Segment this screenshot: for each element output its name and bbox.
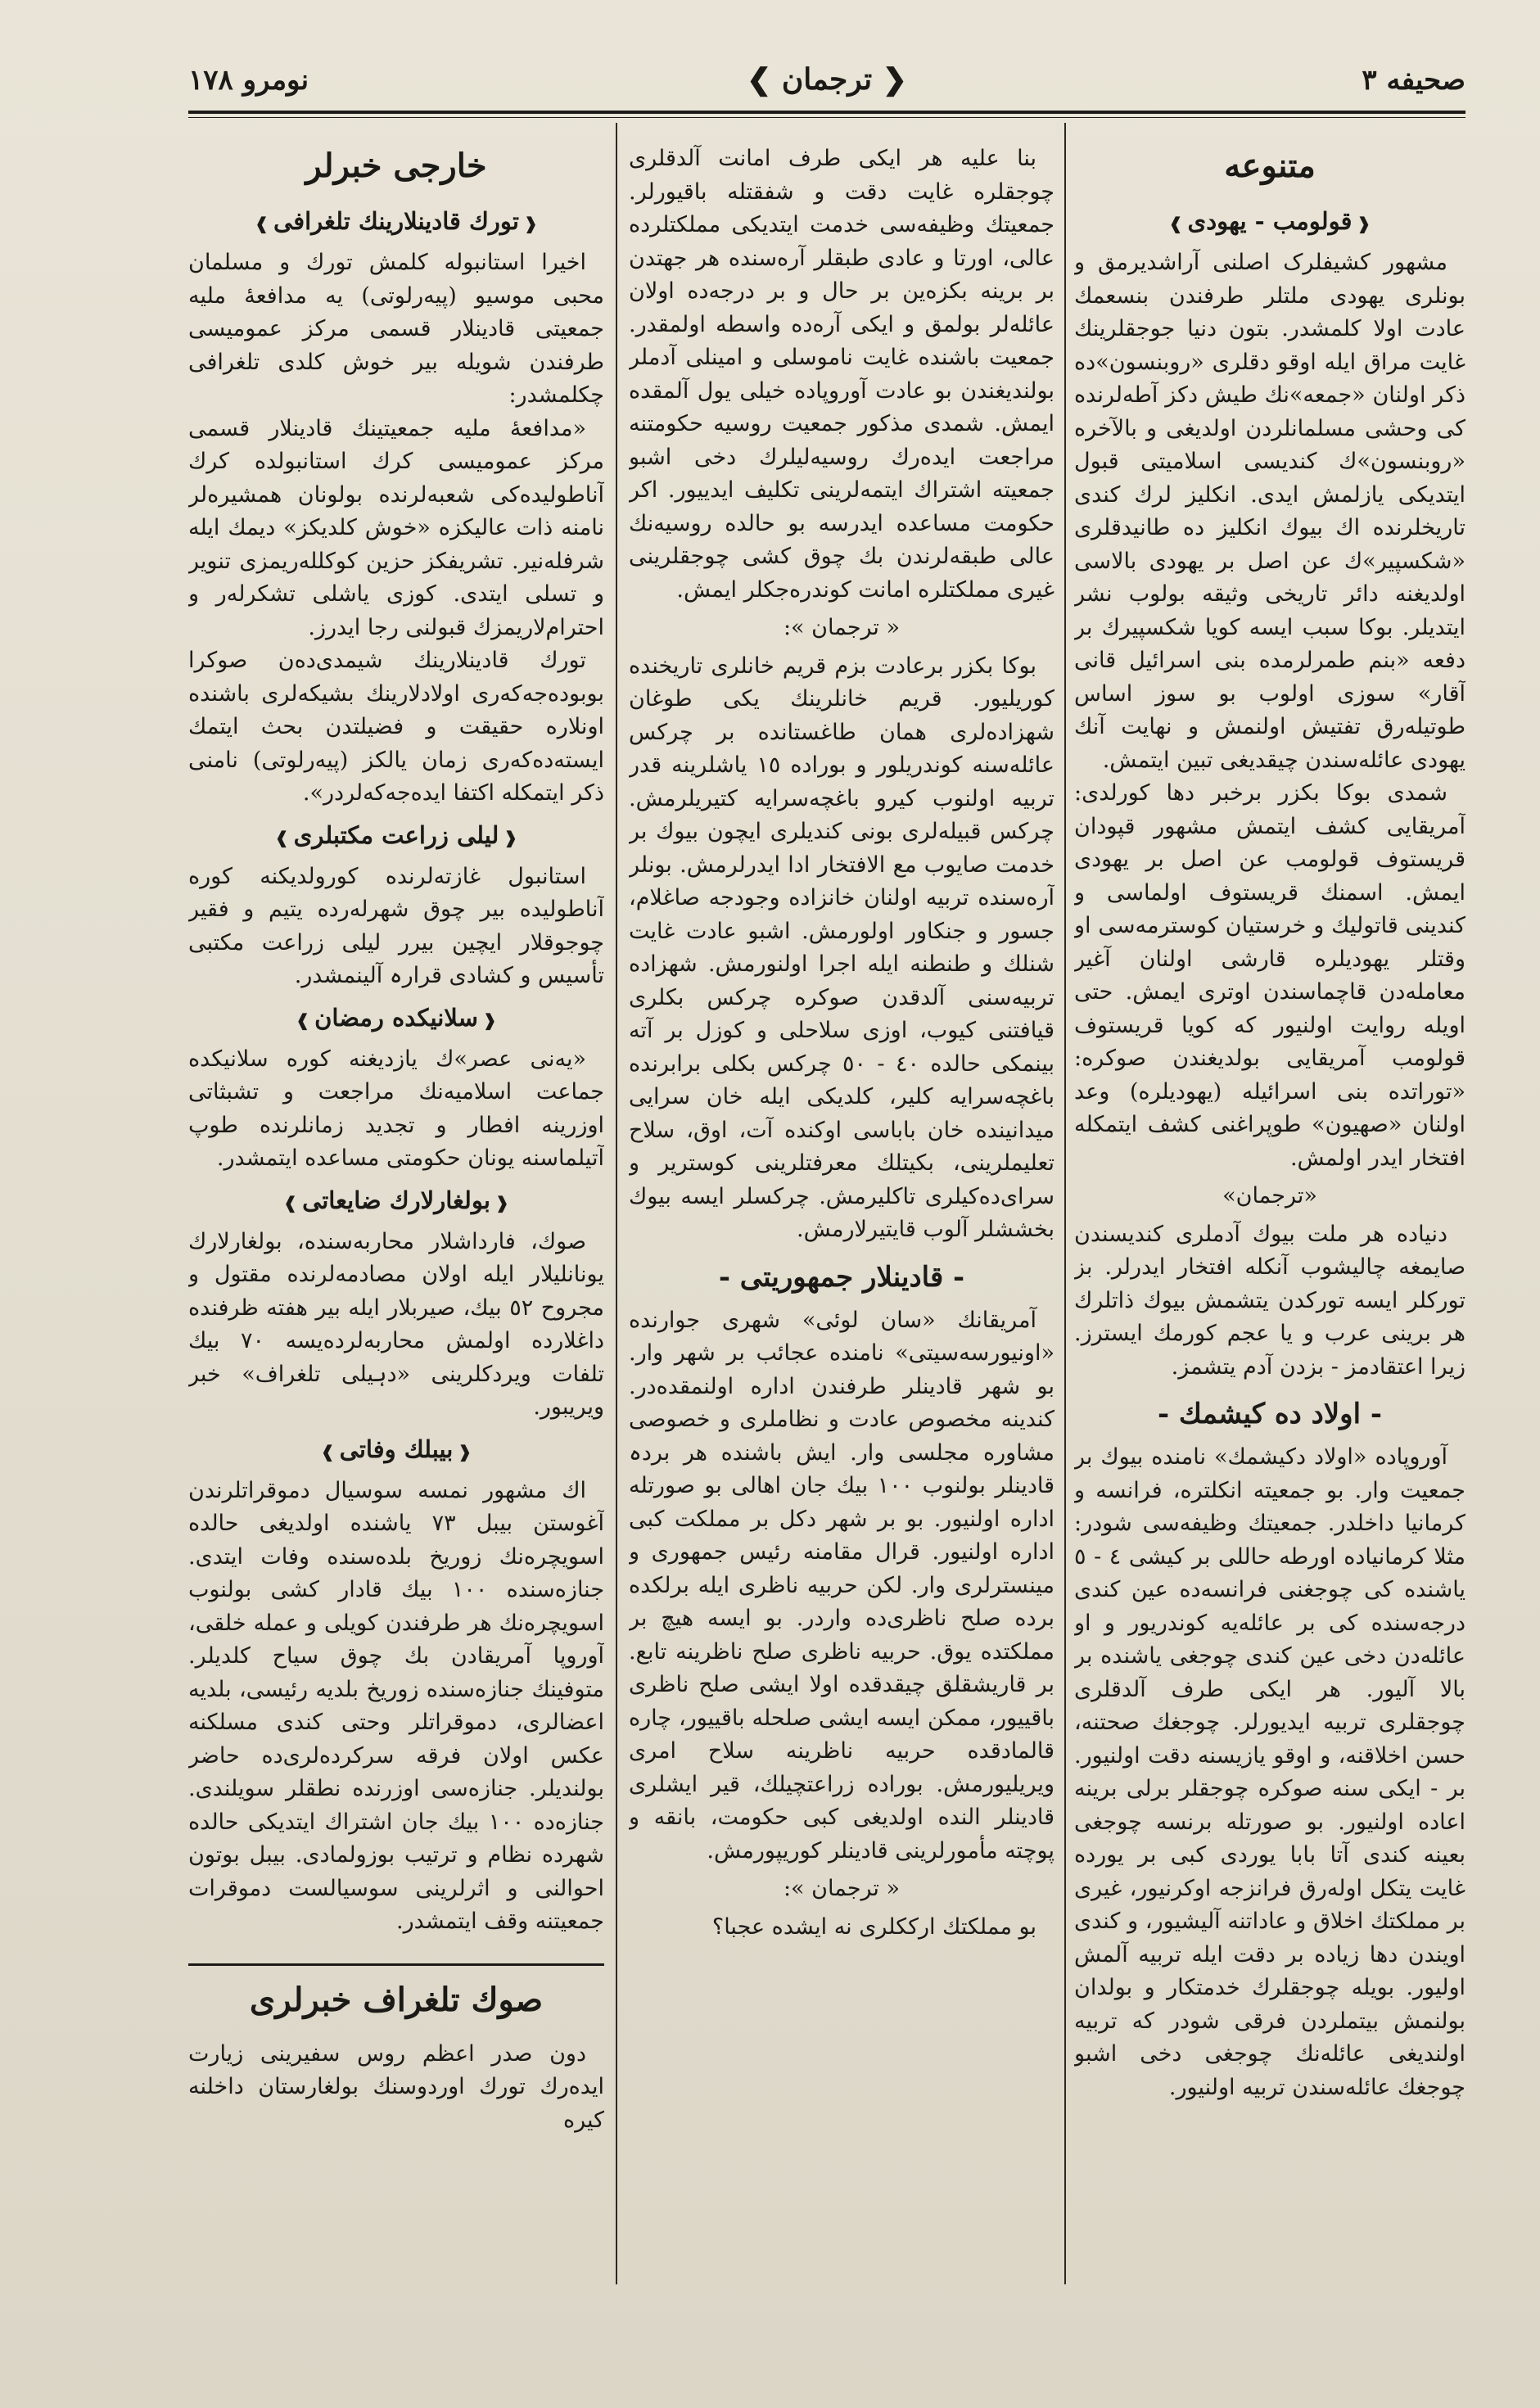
ornament-icon: ❱ (1168, 214, 1183, 233)
newspaper-title: ❮ ترجمان ❯ (747, 62, 907, 97)
ornament-icon: ❰ (458, 1441, 472, 1462)
article-heading: - قادینلار جمهوریتی - (718, 1260, 965, 1294)
ornament-icon: ❰ (504, 827, 518, 847)
article-paragraph: دون صدر اعظم روس سفیرینی زیارت ایده‌رك تورك اوردوسنك بولغارستان داخلنه کیره (188, 2040, 604, 2133)
article-paragraph: دنیاده هر ملت بیوك آدملری کندیسندن صایمغه چالیشوب آنکله افتخار ایدرلر. بز تورکلر ایسه تورکدن یتشمش بیوك ذاتلرك هر برینی عرب و یا عجم کورمك ایسترز. زیرا اعتقادمز - بزدن آدم یتشمز. (1074, 1221, 1465, 1380)
article-heading: ❰قولومب - یهودی❱ (1074, 205, 1465, 240)
ornament-icon: ❱ (283, 1192, 298, 1213)
ornament-icon: ❮ (882, 62, 907, 97)
ornament-icon: ❰ (495, 1192, 509, 1213)
ornament-icon: ❰ (482, 1010, 497, 1030)
article-paragraph: بو مملکتك ارککلری نه ایشده عجبا؟ (711, 1913, 1036, 1940)
article-paragraph: استانبول غازته‌لرنده کورولدیکنه کوره آناطولیده بیر چوق شهرله‌رده یتیم و فقیر چوجوقلار ایچین بیرر لیلی زراعت مکتبی تأسیس و کشادی قرارہ آلینمشدر. (188, 863, 604, 988)
article-paragraph: تورك قادینلارینك شیمدی‌ده‌ن صوکرا بوبوده‌جه‌که‌ری اولادلارینك بشیکه‌لری باشنده اونلاره حقیقت و فضیلتدن بحث ایتمك ایسته‌ده‌که‌ری زمان یالکز (پیه‌رلوتی) نامنی ذکر ایتمکله اکتفا ایده‌جه‌که‌لردر». (188, 648, 604, 806)
issue-number: نومرو ١٧٨ (188, 64, 309, 97)
column-divider (616, 123, 617, 2284)
ornament-icon: ❱ (274, 827, 289, 847)
column-title: خارجی خبرلر (305, 147, 487, 185)
article-paragraph: اك مشهور نمسه سوسیال دموقراتلرندن آغوستن بیبل ٧٣ یاشنده اولدیغی حالده اسویچره‌نك زوریخ بلده‌سنده وفات ایتدی. جنازه‌سنده ١٠٠ بیك قادار کشی بولنوب اسویچره‌نك هر طرفندن کویلی و عمله خلقی، آوروپا آمریقادن بك چوق سیاح کلدیلر. متوفینك جنازه‌سنده زوریخ بلدیه رئیسی، بلدیه اعضالری، دموقراتلر وحتی کندی مسلکنه عکس اولان فرقه سرکرده‌لری‌ده حاضر بولندیلر. جنازه‌سی اوزرنده نطقلر سویلندی. جنازه‌ده ١٠٠ بیك جان اشتراك ایتدیکی حالده شهرده نظام و ترتیب بوزولمادی. بیبل بوتون احوالنی و اثرلرینی سوسیالست دموقرات جمعیتنه وقف ایتمشدر. (188, 1477, 604, 1934)
column-left (188, 131, 604, 2268)
article-paragraph: «یه‌نی عصر»ك یازدیغنه کوره سلانیکده جماعت اسلامیه‌نك مراجعت و تشبثاتی اوزرینه افطار و تجدید زمانلرنده طوپ آتیلماسنه یونان حکومتی مساعده ایتمشدر. (188, 1046, 604, 1171)
ornament-icon: ❱ (296, 1010, 310, 1030)
ornament-icon: ❯ (747, 62, 772, 97)
article-heading: ❰بیبلك وفاتی❱ (188, 1433, 604, 1468)
article-heading: ❰بولغارلارك ضایعاتی❱ (188, 1184, 604, 1219)
header-rule-thin (188, 117, 1465, 118)
signature: « ترجمان »: (783, 615, 901, 640)
column-title: متنوعه (1224, 147, 1316, 185)
column-divider (1064, 123, 1066, 2284)
header-rule (188, 111, 1465, 114)
page-number: صحیفه ٣ (1362, 64, 1465, 97)
ornament-icon: ❱ (255, 214, 269, 233)
article-paragraph: بوکا بکزر برعادت بزم قریم خانلری تاریخنده کوریلیور. قریم خانلرینك یکی طوغان شهزاده‌لری همان طاغستانده بر چرکس عائله‌سنه کوندریلور و بوراده ١٥ یاشلرینه قدر تربیه اولنوب کیرو باغچه‌سرایه کتیریلرمش. چرکس قبیله‌لری بونی کندیلری ایچون بیوك بر خدمت صایوب مع الافتخار ادا ایدرلرمش. بونلر آره‌سنده تربیه اولنان خانزاده وجودجه صاغلام، جسور و جنکاور اولورمش. اشبو عادت غایت شنلك و طنطنه ایله اجرا اولنورمش. شهزاده تربیه‌سنی آلدقدن صوکره چرکس بکلری قیافتنی کیوب، اوزی سلاحلی و کوزل بر آته بینمکی حالده ٤٠ - ٥٠ چرکس بکلی برابرنده باغچه‌سرایه کلیر، کلدیکی ایله خان سرایی میدانینده خان باباسی اوکنده آت، اوق، سلاح تعلیملرینی، بکیتلك معرفتلرینی کوستریر و سرای‌ده‌کیلری تاکلیرمش. چرکسلر ایسه بیوك بخششلر آلوب قایتیرلارمش. (629, 653, 1055, 1242)
article-paragraph: صوك، فارداشلار محاربه‌سنده، بولغارلارك یونانلیلار ایله اولان مصادمه‌لرنده مقتول و مجروح ٥٢ بیك، صیربلار ایله بیر هفته ظرفنده داغلارده اولمش محاربه‌لرده‌یسه ٧٠ بیك تلفات ویردکلرینی «دہیلی تلغراف» خبر ویریبور. (188, 1228, 604, 1420)
article-paragraph: اخیرا استانبوله کلمش تورك و مسلمان محبی موسیو (پیه‌رلوتی) یه مدافعهٔ ملیه جمعیتی قادینلار قسمی مرکز عمومیسی طرفندن شویله بیر خوش کلدی تلغرافی چکلمشدر: (188, 250, 604, 408)
ornament-icon: ❱ (320, 1441, 335, 1462)
article-heading: - اولاد ده کیشمك - (1157, 1398, 1382, 1430)
signature: «ترجمان» (1222, 1183, 1317, 1209)
article-heading: ❰لیلی زراعت مکتبلری❱ (188, 819, 604, 854)
article-paragraph: بنا علیه هر ایکی طرف امانت آلدقلری چوجقلره غایت دقت و شفقتله باقیورلر. جمعیتك وظیفه‌سی خدمت ایتدیکی مملکتلرده عالی، اورتا و عادی طبقلر آره‌سنده هر جهتدن بر برینه بکزه‌ین بر حال و بر درجه‌ده اولان عائله‌لر بولمق و ایکی آره‌ده واسطه اولمقدر. جمعیت باشنده غایت ناموسلی و امینلی آدملر بولندیغندن بو عادت آوروپاده خیلی یول آلمقده ایمش. شمدی مذکور جمعیت روسیه حکومتنه مراجعت ایده‌رك روسیه‌لیلرك دخی اشبو جمعیته اشتراك ایتمه‌لرینی تکلیف ایدییور. اکر حکومت مساعده ایدرسه بو حالده روسیه‌نك عالی طبقه‌لرندن بك چوق کشی چوجقلرینی غیری مملکتلره امانت کوندره‌جکلر ایمش. (629, 146, 1055, 603)
signature: « ترجمان »: (783, 1876, 901, 1901)
masthead (188, 57, 1465, 115)
column-right (1074, 131, 1465, 2268)
article-paragraph: شمدی بوکا بکزر برخبر دها کورلدی: آمریقایی کشف ایتمش مشهور قپودان قریستوف قولومب عن اصل بر یهودی ایمش. اسمنك قریستوف اولماسی و کندینی قاتولیك و خرستیان کوسترمه‌سی او وقتلر یهودیلره قارشی اولنان آغیر معامله‌دن قاچماسندن اوتری ایمش. حتی اویله روایت اولنیور که کویا قریستوف قولومب آمریقایی بولدیغندن صوکره: «توراتده بنی اسرائیله (یهودیلره) وعد اولنان «صهیون» طوپراغنی کشف ایتمکله افتخار ایدر اولمش. (1074, 780, 1465, 1171)
article-paragraph: «مدافعهٔ ملیه جمعیتینك قادینلار قسمی مرکز عمومیسی کرك استانبولده کرك آناطولیده‌کی شعبه‌لرنده بولونان همشیره‌لر نامنه ذات عالیکزه «خوش کلدیکز» دیمك ایله شرفله‌نیر. تشریفکز حزین کوکلله‌ریمزی تنویر و تسلی ایتدی. کوزی یاشلی تشکرله‌ر و احترام‌لاریمزك قبولنی رجا ایدرز. (188, 415, 604, 640)
article-paragraph: آوروپاده «اولاد دکیشمك» نامنده بیوك بر جمعیت وار. بو جمعیته انکلتره، فرانسه و کرمانیا داخلدر. جمعیتك وظیفه‌سی شودر: مثلا کرمانیاده اورطه حاللی بر کیشی ٤ - ٥ یاشنده کی چوجغنی فرانسه‌ده عین کندی درجه‌سنده کی بر عائله‌یه کوندریور و او عائله‌دن دخی عین کندی چوجغی یاشنده بر بالا آلیور. هر ایکی طرف آلدقلری چوجقلری تربیه ایدیورلر. چوجغك صحتنه، حسن اخلاقنه، و اوقو یازیسنه دقت اولنیور. بر - ایکی سنه صوکره چوجقلر برلی برینه اعاده اولنیور. بو صورتله برنسه چوجغی بعینه کندی آتا بابا یوردی کبی بر یورده غایت یتکل اوله‌رق فرانزجه اوکرنیور، غیری بر مملکتك اخلاق و عاداتنه آلیشیور، و کندی اویندن دها زیاده بر دقت ایله تربیه آلمش اولیور. بویله چوجقلرك خدمتکار و بولدان بولنمش بیتملردن فرقی شودر که تربیه اولندیغی عائله‌نك چوجغی دخی اشبو چوجغك عائله‌سندن تربیه اولنیور. (1074, 1444, 1465, 2100)
article-heading: ❰سلانیکده رمضان❱ (188, 1001, 604, 1037)
ornament-icon: ❰ (523, 214, 538, 233)
article-paragraph: مشهور کشیفلرک اصلنی آراشدیرمق و بونلری یهودی ملتلر طرفندن بنسعمك عادت اولا کلمشدر. بتون دنیا جوجقلرینك غایت مراق ایله اوقو دقلری «روبنسون»ده ذکر اولنان «جمعه»نك طیش دکز آطه‌لرنده کی وحشی مسلمانلردن اولدیغی و بالآخره «روبنسون»ك کندیسی اسلامیتی قبول ایتدیکی یازلمش ایدی. انکلیز لرك کندی تاریخلرنده اك بیوك انکلیز ده طانیدقلری «شکسپیر»ك عن اصل بر یهودی بالاسی اولدیغنه دائر تاریخی وثیقه بولوب نشر ایتدیلر. بوکا سبب ایسه کویا شکسپیرك بر دفعه «بنم طمرلرمده بنی اسرائیل قانی آقار» سوزی اولوب بو سوز اساس طوتیله‌رق تفتیش اولنمش و نهایت آنك یهودی عائله‌سندن چیقدیغی تبین ایتمش. (1074, 250, 1465, 773)
article-paragraph: آمریقانك «سان لوئی» شهری جوارنده «اونیورسه‌سیتی» نامنده عجائب بر شهر وار. بو شهر قادینلر طرفندن اداره اولنمقده‌در. کندینه مخصوص عادت و نظاملری و خصوصی مشاوره مجلسی وار. ایش باشنده هر بردہ قادینلر بولنوب ١٠٠ بیك جان اهالی بو صورتله اداره اولنیور. بو بر شهر دکل بر مملکت کبی اداره اولنیور. قرال مقامنه رئیس جمهوری و مینسترلری وار. لکن حربیه ناظری ایله برلکده برده صلح ناظری‌ده واردر. بو ایسه هیچ بر مملکتده یوق. حربیه ناظری صلح ناظرینه تابع. بر قاریشقلق چیقدقده اولا ایشی صلح ناظری باقییور، ممکن ایسه ایشی صلحله باقییور، چاره قالمادقده حربیه ناظرینه سلاح امری ویریلیورمش. بوراده زراعتچیلك، قیر ایشلری قادینلر النده اولدیغی کبی حکومت، بانقه و پوچته مأمورلرینی قادینلر کوریپورمش. (629, 1307, 1055, 1864)
article-heading: صوك تلغراف خبرلری (188, 1963, 604, 2022)
column-middle (629, 131, 1055, 2268)
ornament-icon: ❰ (1357, 214, 1371, 233)
article-heading: ❰تورك قادینلارینك تلغرافی❱ (188, 205, 604, 240)
